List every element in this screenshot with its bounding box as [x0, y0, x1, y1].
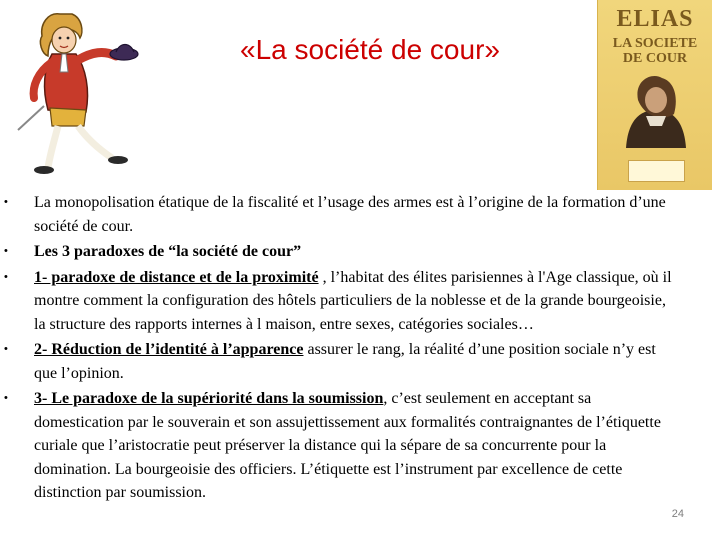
bullet-heading: 2- Réduction de l’identité à l’apparence	[34, 341, 304, 358]
bullet-heading: 3- Le paradoxe de la supériorité dans la soumission	[34, 390, 384, 407]
bullet-dot-icon: •	[4, 392, 8, 404]
bullet-text: Les 3 paradoxes de “la société de cour”	[34, 243, 302, 260]
bullet-item	[4, 266, 674, 337]
portrait-icon	[616, 70, 696, 150]
book-title-line-2: DE COUR	[622, 51, 688, 66]
bullet-dot-icon: •	[4, 343, 8, 355]
book-cover-image	[597, 0, 712, 190]
bullet-item	[4, 240, 674, 264]
bullet-item	[4, 338, 674, 385]
bullet-dot-icon: •	[4, 245, 8, 257]
bullet-heading: 1- paradoxe de distance et de la proximité	[34, 268, 319, 286]
courtier-illustration	[8, 2, 158, 177]
bullet-list	[0, 191, 700, 507]
bullet-item	[4, 191, 674, 238]
bullet-text: , c’est seulement en acceptant sa domestication par le souverain et son assujettissement aux formalités contraignantes de l’étiquette curiale que l’aristocratie peut préserver la distance qui la sépare de sa concurrente pour la domination. La bourgeoisie des officiers. L’étiquette est l’instrument par excellence de cette distinction par soumission.	[34, 390, 661, 501]
slide-title: «La société de cour»	[240, 34, 500, 65]
book-author: ELIAS	[616, 6, 694, 32]
bullet-dot-icon: •	[4, 270, 8, 283]
publisher-label	[628, 160, 685, 182]
bullet-text: assurer le rang, la réalité d’une position sociale n’y est que l’opinion.	[34, 341, 656, 382]
page-number: 24	[671, 508, 684, 520]
bullet-item	[4, 387, 674, 505]
bullet-dot-icon: •	[4, 196, 8, 208]
book-title	[598, 36, 712, 66]
bullet-text: La monopolisation étatique de la fiscalité et l’usage des armes est à l’origine de la formation d’une société de cour.	[34, 194, 666, 235]
bullet-text: , l’habitat des élites parisiennes à l'Age classique, où il montre comment la configuration des hôtels particuliers de la noblesse et de la grande bourgeoisie, la structure des rapports internes à l maison, entre sexes, catégories sociales…	[34, 268, 672, 333]
book-title-line-1: LA SOCIETE	[612, 36, 698, 51]
